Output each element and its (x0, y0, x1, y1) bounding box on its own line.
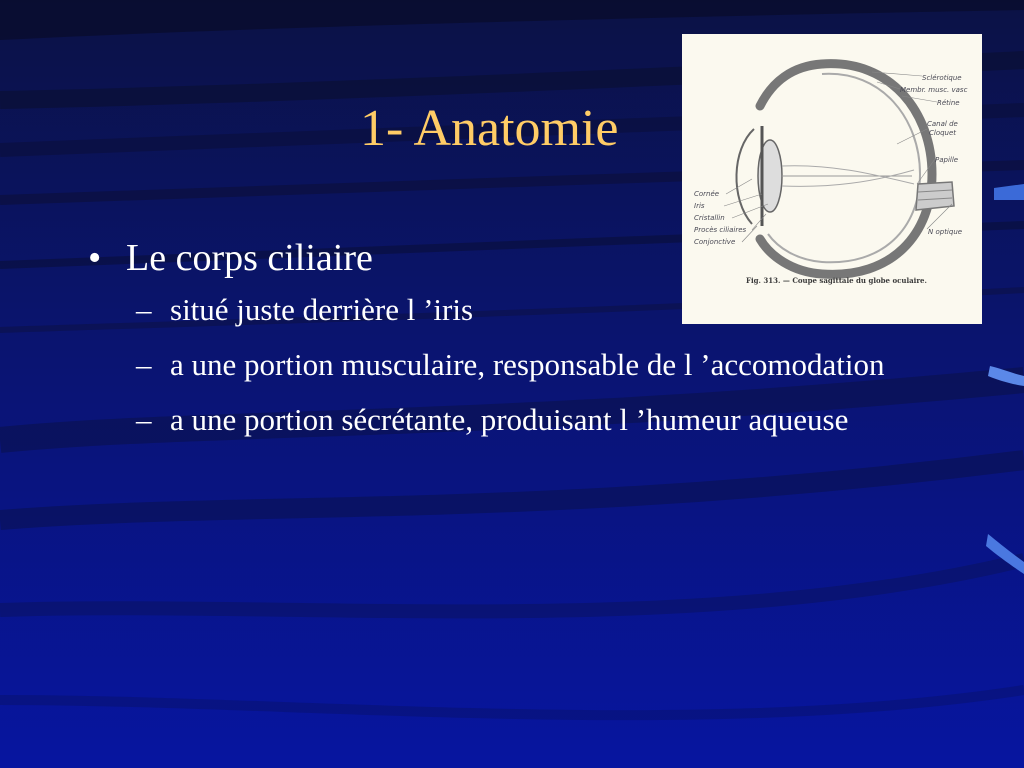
label-cornee: Cornée (694, 190, 720, 198)
label-papille: Papille (935, 156, 959, 164)
label-canal-1: Canal de (927, 120, 958, 128)
optic-nerve-shape (916, 182, 954, 210)
sub-bullet-marker: – (136, 402, 152, 437)
sub-bullet-text: a une portion musculaire, responsable de l ’accomodation (170, 347, 885, 382)
sub-bullet-text: situé juste derrière l ’iris (170, 292, 474, 327)
cornea-shape (736, 129, 754, 224)
label-nerf-optique: N optique (928, 228, 963, 236)
label-retine: Rétine (937, 99, 960, 107)
label-canal-2: Cloquet (929, 129, 957, 137)
sub-bullet-marker: – (136, 292, 152, 327)
bullet-text: Le corps ciliaire (126, 237, 373, 279)
eye-anatomy-figure (682, 34, 982, 324)
sub-bullet-item (136, 398, 908, 442)
slide-title: 1- Anatomie (360, 100, 619, 157)
label-cristallin: Cristallin (694, 214, 725, 222)
label-iris: Iris (694, 202, 705, 210)
label-proces: Procès ciliaires (694, 226, 747, 234)
bullet-marker: • (88, 237, 102, 279)
sclera-shape (760, 64, 932, 275)
figure-caption: Fig. 313. — Coupe sagittale du globe oculaire. (746, 276, 927, 285)
label-membr: Membr. musc. vasc (900, 86, 968, 94)
decorative-edge-marks (980, 170, 1024, 590)
label-conjonctive: Conjonctive (694, 238, 736, 246)
label-sclerotique: Sclérotique (922, 74, 962, 82)
sub-bullet-item (136, 343, 908, 387)
eye-diagram (682, 34, 982, 324)
sub-bullet-text: a une portion sécrétante, produisant l ’humeur aqueuse (170, 402, 849, 437)
sub-bullet-marker: – (136, 347, 152, 382)
